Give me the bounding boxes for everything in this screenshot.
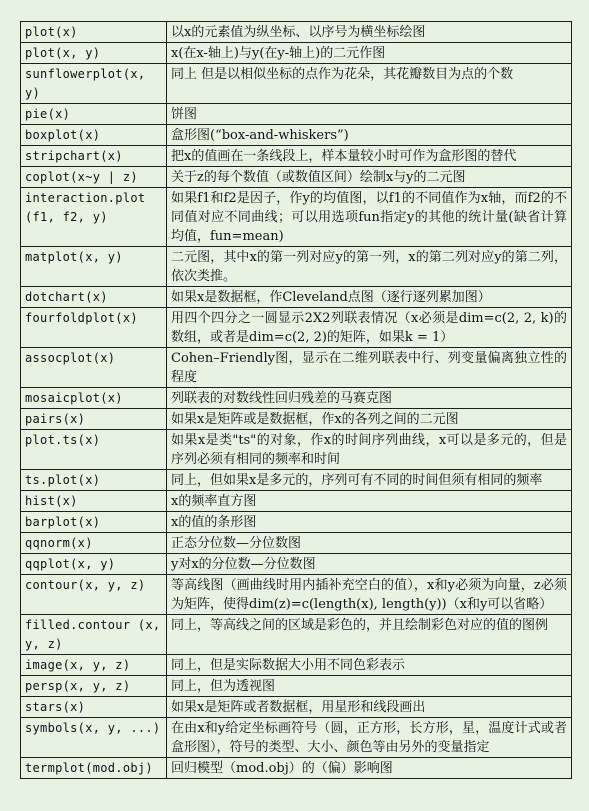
function-description-cell: 二元图，其中x的第一列对应y的第一列，x的第二列对应y的第二列，依次类推。 <box>167 247 572 287</box>
function-description-cell: 同上，但是实际数据大小用不同色彩表示 <box>167 655 572 676</box>
function-signature-cell: interaction.plot (f1, f2, y) <box>21 188 167 247</box>
table-row <box>21 348 572 388</box>
function-description-cell: 如果f1和f2是因子，作y的均值图，以f1的不同值作为x轴，而f2的不同值对应不同曲线；可以用选项fun指定y的其他的统计量(缺省计算均值，fun=mean) <box>167 188 572 247</box>
function-description-cell: 关于z的每个数值（或数值区间）绘制x与y的二元图 <box>167 167 572 188</box>
function-description-cell: x的频率直方图 <box>167 491 572 512</box>
function-description-cell: 用四个四分之一圆显示2X2列联表情况（x必须是dim=c(2, 2, k)的数组，或者是dim=c(2, 2)的矩阵，如果k = 1） <box>167 308 572 348</box>
table-row <box>21 409 572 430</box>
function-description-cell: 以x的元素值为纵坐标、以序号为横坐标绘图 <box>167 22 572 43</box>
function-signature-cell: stripchart(x) <box>21 146 167 167</box>
function-signature-cell: contour(x, y, z) <box>21 575 167 615</box>
function-signature-cell: barplot(x) <box>21 512 167 533</box>
function-description-cell: 盒形图(“box-and-whiskers”) <box>167 125 572 146</box>
function-signature-cell: plot(x) <box>21 22 167 43</box>
function-description-cell: 等高线图（画曲线时用内插补充空白的值），x和y必须为向量，z必须为矩阵，使得dim(z)=c(length(x), length(y))（x和y可以省略） <box>167 575 572 615</box>
table-body <box>21 22 572 779</box>
table-row <box>21 43 572 64</box>
function-signature-cell: termplot(mod.obj) <box>21 758 167 779</box>
table-row <box>21 655 572 676</box>
function-signature-cell: sunflowerplot(x, y) <box>21 64 167 104</box>
table-row <box>21 758 572 779</box>
table-row <box>21 167 572 188</box>
table-row <box>21 676 572 697</box>
table-row <box>21 512 572 533</box>
table-row <box>21 388 572 409</box>
function-description-cell: 如果x是矩阵或者数据框，用星形和线段画出 <box>167 697 572 718</box>
function-description-cell: y对x的分位数—分位数图 <box>167 554 572 575</box>
function-signature-cell: pie(x) <box>21 104 167 125</box>
function-description-cell: 饼图 <box>167 104 572 125</box>
function-signature-cell: symbols(x, y, ...) <box>21 718 167 758</box>
function-description-cell: x的值的条形图 <box>167 512 572 533</box>
table-row <box>21 64 572 104</box>
table-row <box>21 22 572 43</box>
function-signature-cell: image(x, y, z) <box>21 655 167 676</box>
function-description-cell: 如果x是类"ts"的对象，作x的时间序列曲线，x可以是多元的，但是序列必须有相同的频率和时间 <box>167 430 572 470</box>
table-row <box>21 125 572 146</box>
function-description-cell: 把x的值画在一条线段上，样本量较小时可作为盒形图的替代 <box>167 146 572 167</box>
table-row <box>21 188 572 247</box>
table-row <box>21 575 572 615</box>
function-signature-cell: pairs(x) <box>21 409 167 430</box>
table-row <box>21 615 572 655</box>
function-description-cell: 列联表的对数线性回归残差的马赛克图 <box>167 388 572 409</box>
function-signature-cell: coplot(x~y | z) <box>21 167 167 188</box>
function-description-cell: 如果x是数据框，作Cleveland点图（逐行逐列累加图） <box>167 287 572 308</box>
table-row <box>21 554 572 575</box>
table-row <box>21 146 572 167</box>
function-signature-cell: assocplot(x) <box>21 348 167 388</box>
function-description-cell: 正态分位数—分位数图 <box>167 533 572 554</box>
table-row <box>21 491 572 512</box>
table-row <box>21 430 572 470</box>
function-table-container <box>20 21 572 779</box>
function-signature-cell: hist(x) <box>21 491 167 512</box>
table-row <box>21 697 572 718</box>
function-description-cell: 回归模型（mod.obj）的（偏）影响图 <box>167 758 572 779</box>
table-row <box>21 470 572 491</box>
plot-functions-table <box>20 21 572 779</box>
function-signature-cell: qqplot(x, y) <box>21 554 167 575</box>
function-signature-cell: mosaicplot(x) <box>21 388 167 409</box>
function-signature-cell: fourfoldplot(x) <box>21 308 167 348</box>
function-description-cell: 同上，但为透视图 <box>167 676 572 697</box>
function-signature-cell: filled.contour (x, y, z) <box>21 615 167 655</box>
table-row <box>21 533 572 554</box>
function-signature-cell: persp(x, y, z) <box>21 676 167 697</box>
function-description-cell: 同上，等高线之间的区域是彩色的，并且绘制彩色对应的值的图例 <box>167 615 572 655</box>
function-description-cell: 在由x和y给定坐标画符号（圆，正方形，长方形，星，温度计式或者盒形图），符号的类型、大小、颜色等由另外的变量指定 <box>167 718 572 758</box>
function-description-cell: Cohen–Friendly图，显示在二维列联表中行、列变量偏离独立性的程度 <box>167 348 572 388</box>
function-signature-cell: plot(x, y) <box>21 43 167 64</box>
function-description-cell: 如果x是矩阵或是数据框，作x的各列之间的二元图 <box>167 409 572 430</box>
table-row <box>21 718 572 758</box>
table-row <box>21 104 572 125</box>
function-signature-cell: plot.ts(x) <box>21 430 167 470</box>
function-signature-cell: dotchart(x) <box>21 287 167 308</box>
table-row <box>21 308 572 348</box>
function-signature-cell: boxplot(x) <box>21 125 167 146</box>
table-row <box>21 287 572 308</box>
function-signature-cell: ts.plot(x) <box>21 470 167 491</box>
function-signature-cell: stars(x) <box>21 697 167 718</box>
function-signature-cell: matplot(x, y) <box>21 247 167 287</box>
table-row <box>21 247 572 287</box>
function-signature-cell: qqnorm(x) <box>21 533 167 554</box>
function-description-cell: 同上，但如果x是多元的，序列可有不同的时间但须有相同的频率 <box>167 470 572 491</box>
function-description-cell: x(在x-轴上)与y(在y-轴上)的二元作图 <box>167 43 572 64</box>
function-description-cell: 同上 但是以相似坐标的点作为花朵，其花瓣数目为点的个数 <box>167 64 572 104</box>
